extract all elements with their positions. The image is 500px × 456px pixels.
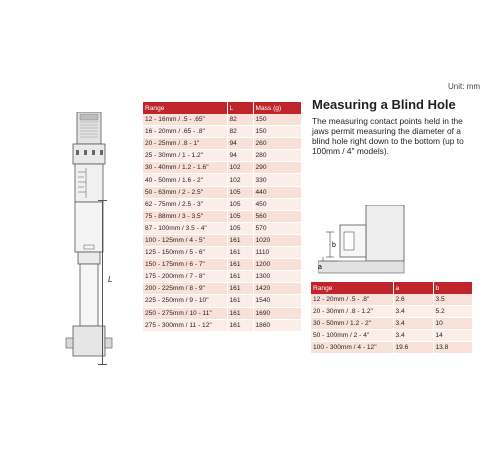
table-row [143, 319, 301, 331]
blind-hole-title: Measuring a Blind Hole [312, 97, 456, 112]
table-row [143, 307, 301, 319]
table-cell: 5.2 [433, 306, 472, 318]
table-row [143, 150, 301, 162]
table-cell: 250 - 275mm / 10 - 11" [143, 307, 227, 319]
table-cell: 105 [227, 198, 253, 210]
table-cell: 50 - 100mm / 2 - 4" [311, 330, 393, 342]
range-table-body [143, 114, 301, 331]
table-row [143, 162, 301, 174]
table-cell: 175 - 200mm / 7 - 8" [143, 271, 227, 283]
figure-label-a: a [318, 264, 322, 271]
table-cell: 13.8 [433, 342, 472, 354]
table-cell: 25 - 30mm / 1 - 1.2" [143, 150, 227, 162]
table-cell: 1420 [253, 283, 301, 295]
table-cell: 102 [227, 162, 253, 174]
table-row [311, 294, 472, 306]
blind-hole-description: The measuring contact points held in the jaws permit measuring the diameter of a blind hole right down to the bottom (up to 100mm / 4" models). [312, 116, 464, 156]
table-cell: 3.4 [393, 318, 433, 330]
table-cell: 1540 [253, 295, 301, 307]
unit-label: Unit: mm [448, 82, 480, 91]
table-cell: 161 [227, 283, 253, 295]
table-cell: 94 [227, 150, 253, 162]
table-cell: 161 [227, 234, 253, 246]
blind-hole-table [311, 282, 472, 354]
table-row [143, 247, 301, 259]
table-cell: 1200 [253, 259, 301, 271]
bore-gage-drawing [60, 112, 120, 372]
table-cell: 150 - 175mm / 6 - 7" [143, 259, 227, 271]
table-cell: 100 - 300mm / 4 - 12" [311, 342, 393, 354]
table-cell: 105 [227, 222, 253, 234]
length-dimension-label: L [108, 275, 113, 284]
table-cell: 1020 [253, 234, 301, 246]
table-row [143, 210, 301, 222]
table-row [143, 259, 301, 271]
table-row [143, 186, 301, 198]
table-cell: 50 - 63mm / 2 - 2.5" [143, 186, 227, 198]
figure-label-b: b [332, 242, 336, 249]
header-a: a [393, 282, 433, 294]
table-cell: 161 [227, 319, 253, 331]
table-cell: 102 [227, 174, 253, 186]
table-cell: 3.5 [433, 294, 472, 306]
table-cell: 75 - 88mm / 3 - 3.5" [143, 210, 227, 222]
table-row [143, 295, 301, 307]
table-cell: 20 - 30mm / .8 - 1.2" [311, 306, 393, 318]
table-cell: 161 [227, 271, 253, 283]
table-cell: 19.6 [393, 342, 433, 354]
table-cell: 105 [227, 186, 253, 198]
table-cell: 150 [253, 126, 301, 138]
table-cell: 20 - 25mm / .8 - 1" [143, 138, 227, 150]
blind-table-body [311, 294, 472, 354]
table-cell: 100 - 125mm / 4 - 5" [143, 234, 227, 246]
table-cell: 150 [253, 114, 301, 126]
table-cell: 1690 [253, 307, 301, 319]
table-cell: 560 [253, 210, 301, 222]
table-cell: 260 [253, 138, 301, 150]
table-row [143, 271, 301, 283]
table-row [311, 330, 472, 342]
table-row [143, 126, 301, 138]
table-header-row [311, 282, 472, 294]
table-cell: 3.4 [393, 306, 433, 318]
table-row [143, 198, 301, 210]
table-cell: 161 [227, 295, 253, 307]
table-cell: 450 [253, 198, 301, 210]
table-cell: 12 - 16mm / .5 - .65" [143, 114, 227, 126]
table-cell: 105 [227, 210, 253, 222]
length-dimension [98, 200, 113, 365]
table-cell: 280 [253, 150, 301, 162]
table-cell: 14 [433, 330, 472, 342]
table-cell: 125 - 150mm / 5 - 6" [143, 247, 227, 259]
table-cell: 40 - 50mm / 1.6 - 2" [143, 174, 227, 186]
table-header-row [143, 102, 301, 114]
table-cell: 2.6 [393, 294, 433, 306]
table-row [143, 114, 301, 126]
table-cell: 161 [227, 307, 253, 319]
table-row [143, 174, 301, 186]
table-cell: 290 [253, 162, 301, 174]
table-cell: 570 [253, 222, 301, 234]
range-spec-table [143, 102, 301, 332]
table-cell: 30 - 40mm / 1.2 - 1.6" [143, 162, 227, 174]
table-row [143, 234, 301, 246]
table-cell: 1860 [253, 319, 301, 331]
header-range: Range [143, 102, 227, 114]
blind-hole-figure [318, 205, 408, 275]
table-cell: 1300 [253, 271, 301, 283]
table-row [311, 342, 472, 354]
table-cell: 94 [227, 138, 253, 150]
table-cell: 1110 [253, 247, 301, 259]
table-row [143, 283, 301, 295]
table-cell: 87 - 100mm / 3.5 - 4" [143, 222, 227, 234]
table-cell: 82 [227, 114, 253, 126]
table-row [143, 138, 301, 150]
table-cell: 440 [253, 186, 301, 198]
header-range: Range [311, 282, 393, 294]
table-cell: 82 [227, 126, 253, 138]
table-row [143, 222, 301, 234]
table-row [311, 318, 472, 330]
header-mass: Mass (g) [253, 102, 301, 114]
header-b: b [433, 282, 472, 294]
table-cell: 225 - 250mm / 9 - 10" [143, 295, 227, 307]
table-row [311, 306, 472, 318]
table-cell: 16 - 20mm / .65 - .8" [143, 126, 227, 138]
table-cell: 200 - 225mm / 8 - 9" [143, 283, 227, 295]
table-cell: 161 [227, 259, 253, 271]
table-cell: 30 - 50mm / 1.2 - 2" [311, 318, 393, 330]
table-cell: 12 - 20mm / .5 - .8" [311, 294, 393, 306]
table-cell: 10 [433, 318, 472, 330]
table-cell: 161 [227, 247, 253, 259]
table-cell: 3.4 [393, 330, 433, 342]
header-l: L [227, 102, 253, 114]
table-cell: 62 - 75mm / 2.5 - 3" [143, 198, 227, 210]
table-cell: 275 - 300mm / 11 - 12" [143, 319, 227, 331]
table-cell: 330 [253, 174, 301, 186]
